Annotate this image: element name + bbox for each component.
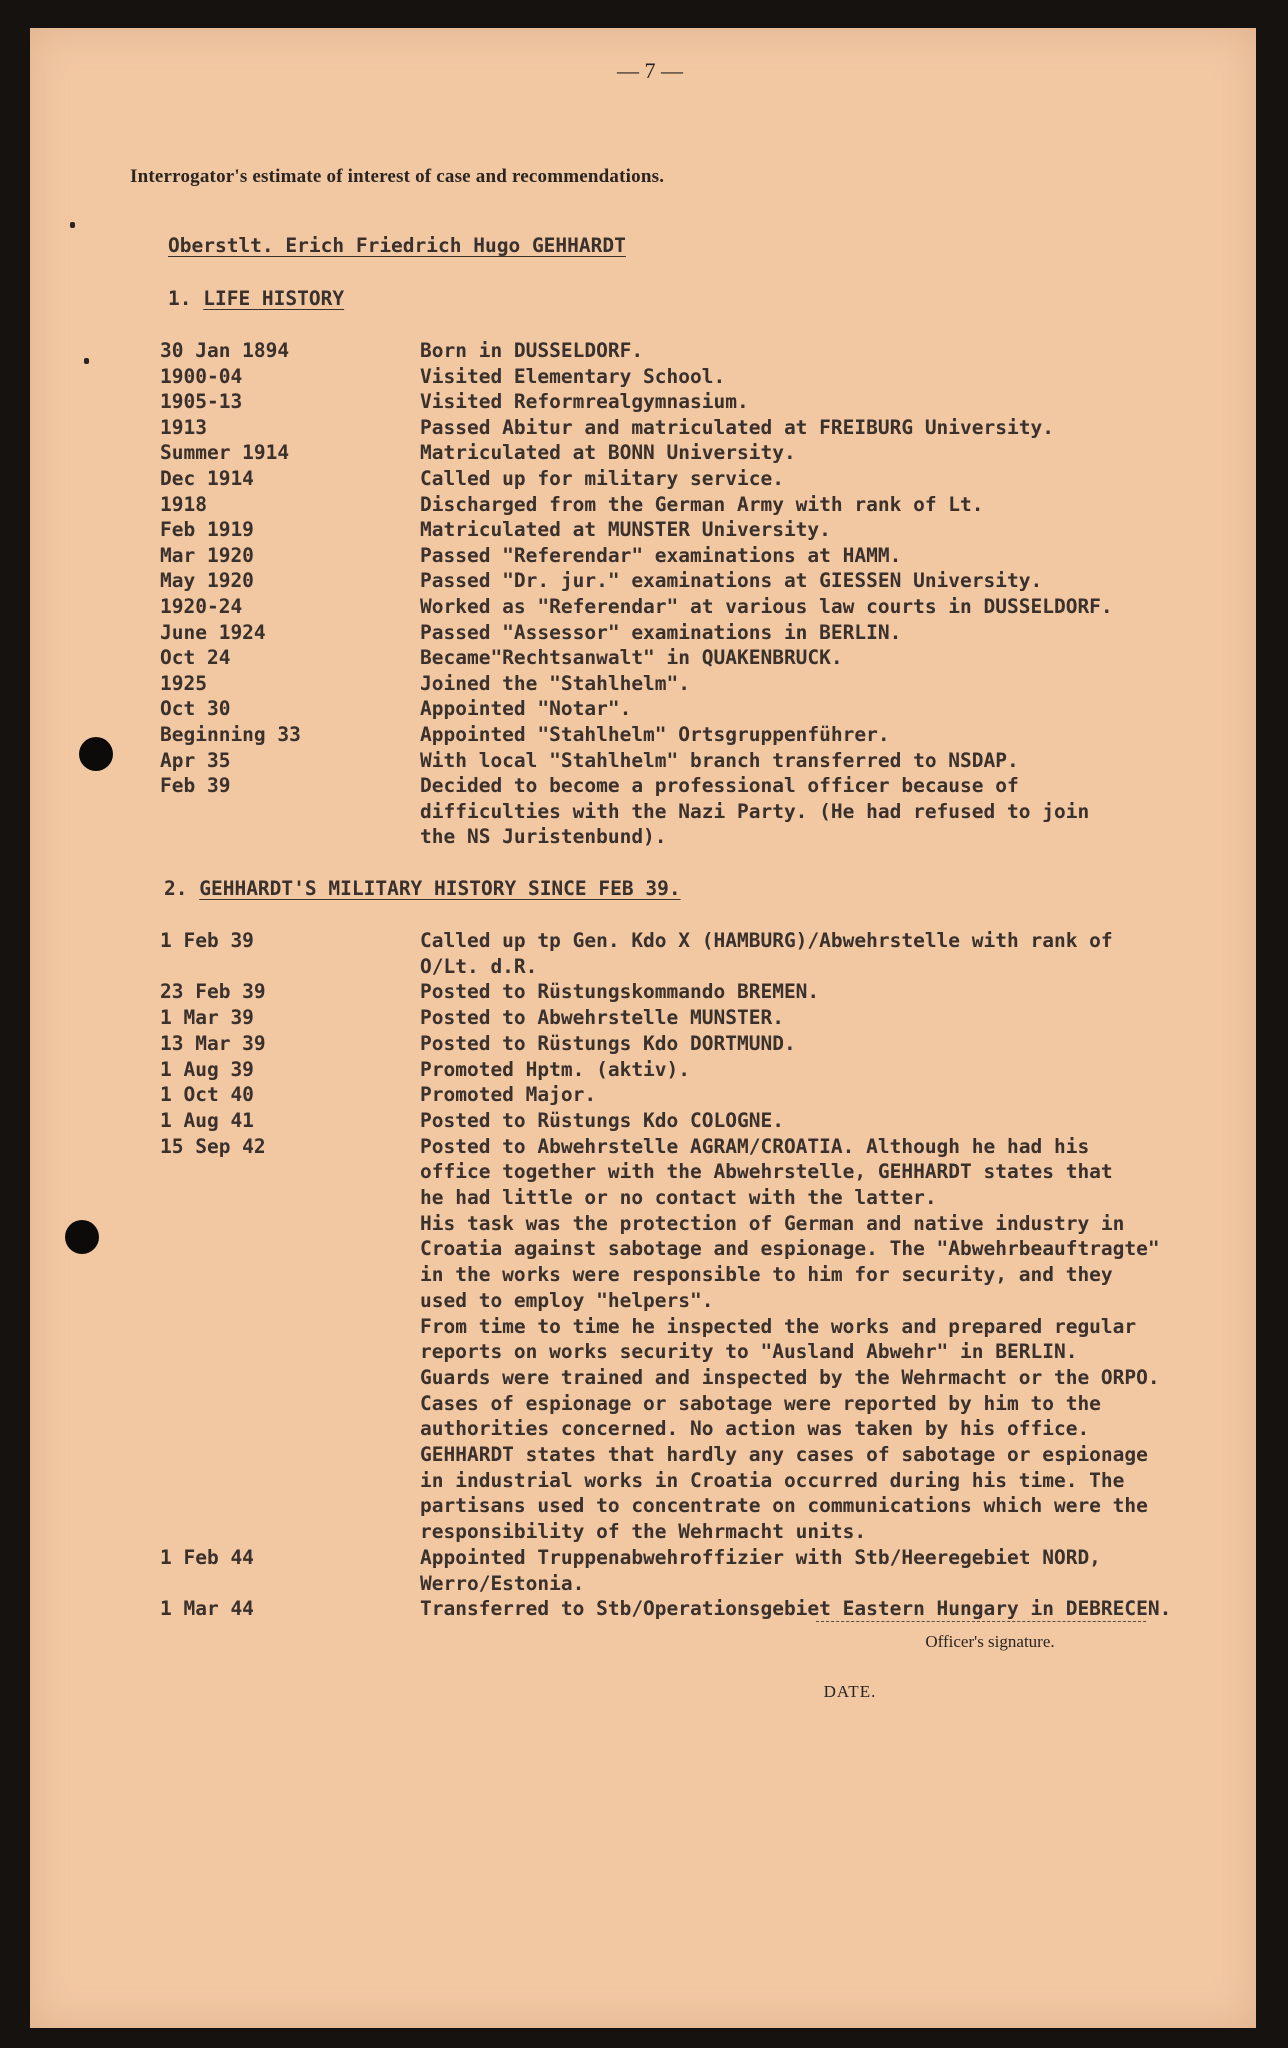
row-date: 1925 xyxy=(160,671,207,695)
row-date: 30 Jan 1894 xyxy=(160,339,290,362)
row-date: Feb 1919 xyxy=(160,518,254,542)
row-event: Joined the "Stahlhelm". xyxy=(420,671,691,695)
section-number: 2. xyxy=(164,877,188,900)
row-date: Feb 39 xyxy=(160,774,231,798)
military-history-table xyxy=(160,928,1240,1622)
row-event: Passed "Assessor" examinations in BERLIN. xyxy=(420,620,902,644)
row-event: Appointed "Notar". xyxy=(420,697,632,721)
history-row xyxy=(160,1134,1240,1545)
section-military-history-title xyxy=(164,877,681,900)
pin-mark-top xyxy=(70,222,75,228)
row-date: 1920-24 xyxy=(160,594,243,618)
history-row xyxy=(160,594,1240,620)
row-date: June 1924 xyxy=(160,620,266,644)
subject-name: Oberstlt. Erich Friedrich Hugo GEHHARDT xyxy=(168,234,626,257)
row-event: Became"Rechtsanwalt" in QUAKENBRUCK. xyxy=(420,646,843,670)
row-event: Posted to Rüstungs Kdo DORTMUND. xyxy=(420,1031,796,1055)
row-date: Oct 30 xyxy=(160,697,231,721)
row-date: 1913 xyxy=(160,415,207,439)
history-row xyxy=(160,338,1240,364)
date-label: DATE. xyxy=(823,1682,877,1701)
row-event: Called up tp Gen. Kdo X (HAMBURG)/Abwehrstelle with rank of O/Lt. d.R. xyxy=(420,929,1113,978)
row-event: Posted to Rüstungs Kdo COLOGNE. xyxy=(420,1108,784,1132)
punch-hole-bottom xyxy=(65,1220,99,1254)
form-heading: Interrogator's estimate of interest of case and recommendations. xyxy=(130,166,665,187)
row-event: Visited Reformrealgymnasium. xyxy=(420,390,749,414)
row-event: Posted to Abwehrstelle MUNSTER. xyxy=(420,1006,784,1030)
signature-line xyxy=(816,1621,1146,1622)
history-row xyxy=(160,696,1240,722)
history-row xyxy=(160,620,1240,646)
row-date: Apr 35 xyxy=(160,748,231,772)
history-row xyxy=(160,466,1240,492)
row-date: 1905-13 xyxy=(160,390,243,414)
row-date: Oct 24 xyxy=(160,646,231,670)
history-row xyxy=(160,415,1240,441)
section-title-text: GEHHARDT'S MILITARY HISTORY SINCE FEB 39. xyxy=(199,877,681,900)
life-history-table xyxy=(160,338,1240,850)
row-date: 15 Sep 42 xyxy=(160,1134,266,1158)
row-date: 1 Aug 41 xyxy=(160,1108,254,1132)
history-row xyxy=(160,1082,1240,1108)
signature-label: Officer's signature. xyxy=(925,1632,1055,1651)
row-event: Born in DUSSELDORF. xyxy=(420,339,644,362)
row-date: Beginning 33 xyxy=(160,722,301,746)
row-date: Summer 1914 xyxy=(160,441,290,465)
history-row xyxy=(160,1545,1240,1596)
history-row xyxy=(160,568,1240,594)
pin-mark-middle xyxy=(84,358,89,364)
history-row xyxy=(160,440,1240,466)
row-date: Mar 1920 xyxy=(160,543,254,567)
row-event: Passed "Dr. jur." examinations at GIESSEN University. xyxy=(420,569,1043,593)
row-date: 1 Mar 44 xyxy=(160,1597,254,1621)
history-row xyxy=(160,1031,1240,1057)
row-event: Matriculated at MUNSTER University. xyxy=(420,518,831,542)
row-date: 1918 xyxy=(160,492,207,516)
history-row xyxy=(160,671,1240,697)
section-title-text: LIFE HISTORY xyxy=(203,287,345,310)
history-row xyxy=(160,517,1240,543)
row-event: Transferred to Stb/Operationsgebiet Eastern Hungary in DEBRECEN. xyxy=(420,1597,1172,1621)
history-row xyxy=(160,773,1240,850)
punch-hole-top xyxy=(79,737,113,771)
row-date: 1 Feb 39 xyxy=(160,929,254,952)
section-life-history-title xyxy=(168,287,344,310)
history-row xyxy=(160,722,1240,748)
history-row xyxy=(160,389,1240,415)
row-event: Discharged from the German Army with rank of Lt. xyxy=(420,492,984,516)
history-row xyxy=(160,748,1240,774)
history-row xyxy=(160,1596,1240,1622)
history-row xyxy=(160,645,1240,671)
section-number: 1. xyxy=(168,287,192,310)
row-date: 23 Feb 39 xyxy=(160,980,266,1004)
row-date: 1 Aug 39 xyxy=(160,1057,254,1081)
row-event: Promoted Major. xyxy=(420,1083,597,1107)
row-event: Visited Elementary School. xyxy=(420,364,726,388)
row-event: Decided to become a professional officer because of difficulties with the Nazi Party. (He had refused to join the NS Juristenbund). xyxy=(420,774,1090,849)
history-row xyxy=(160,543,1240,569)
history-row xyxy=(160,928,1240,979)
row-event: Called up for military service. xyxy=(420,466,784,490)
row-event: Posted to Rüstungskommando BREMEN. xyxy=(420,980,820,1004)
row-event: Appointed "Stahlhelm" Ortsgruppenführer. xyxy=(420,722,890,746)
history-row xyxy=(160,1057,1240,1083)
history-row xyxy=(160,1108,1240,1134)
row-event: With local "Stahlhelm" branch transferred to NSDAP. xyxy=(420,748,1019,772)
row-event: Posted to Abwehrstelle AGRAM/CROATIA. Although he had his office together with the Abwehrstelle, GEHHARDT states that he had little or no contact with the latter. His task was the protection of German and native industry in Croatia against sabotage and espionage. The "Abwehrbeauftragte" in the works were responsible to him for security, and they used to employ "helpers". From time to time he inspected the works and prepared regular reports on works security to "Ausland Abwehr" in BERLIN. Guards were trained and inspected by the Wehrmacht or the ORPO. Cases of espionage or sabotage were reported by him to the authorities concerned. No action was taken by his office. GEHHARDT states that hardly any cases of sabotage or espionage in industrial works in Croatia occurred during his time. The partisans used to concentrate on communications which were the responsibility of the Wehrmacht units. xyxy=(420,1134,1160,1544)
row-event: Passed "Referendar" examinations at HAMM. xyxy=(420,543,902,567)
row-event: Promoted Hptm. (aktiv). xyxy=(420,1057,691,1081)
history-row xyxy=(160,364,1240,390)
row-date: May 1920 xyxy=(160,569,254,593)
row-date: 1 Oct 40 xyxy=(160,1083,254,1107)
history-row xyxy=(160,1005,1240,1031)
row-date: 1 Feb 44 xyxy=(160,1545,254,1569)
history-row xyxy=(160,492,1240,518)
row-event: Worked as "Referendar" at various law courts in DUSSELDORF. xyxy=(420,594,1113,618)
row-event: Appointed Truppenabwehroffizier with Stb/Heeregebiet NORD, Werro/Estonia. xyxy=(420,1545,1101,1595)
row-date: Dec 1914 xyxy=(160,466,254,490)
history-row xyxy=(160,979,1240,1005)
page-number: — 7 — xyxy=(617,58,683,83)
row-date: 13 Mar 39 xyxy=(160,1031,266,1055)
row-date: 1 Mar 39 xyxy=(160,1006,254,1030)
row-event: Passed Abitur and matriculated at FREIBURG University. xyxy=(420,415,1054,439)
row-event: Matriculated at BONN University. xyxy=(420,441,796,465)
row-date: 1900-04 xyxy=(160,364,243,388)
